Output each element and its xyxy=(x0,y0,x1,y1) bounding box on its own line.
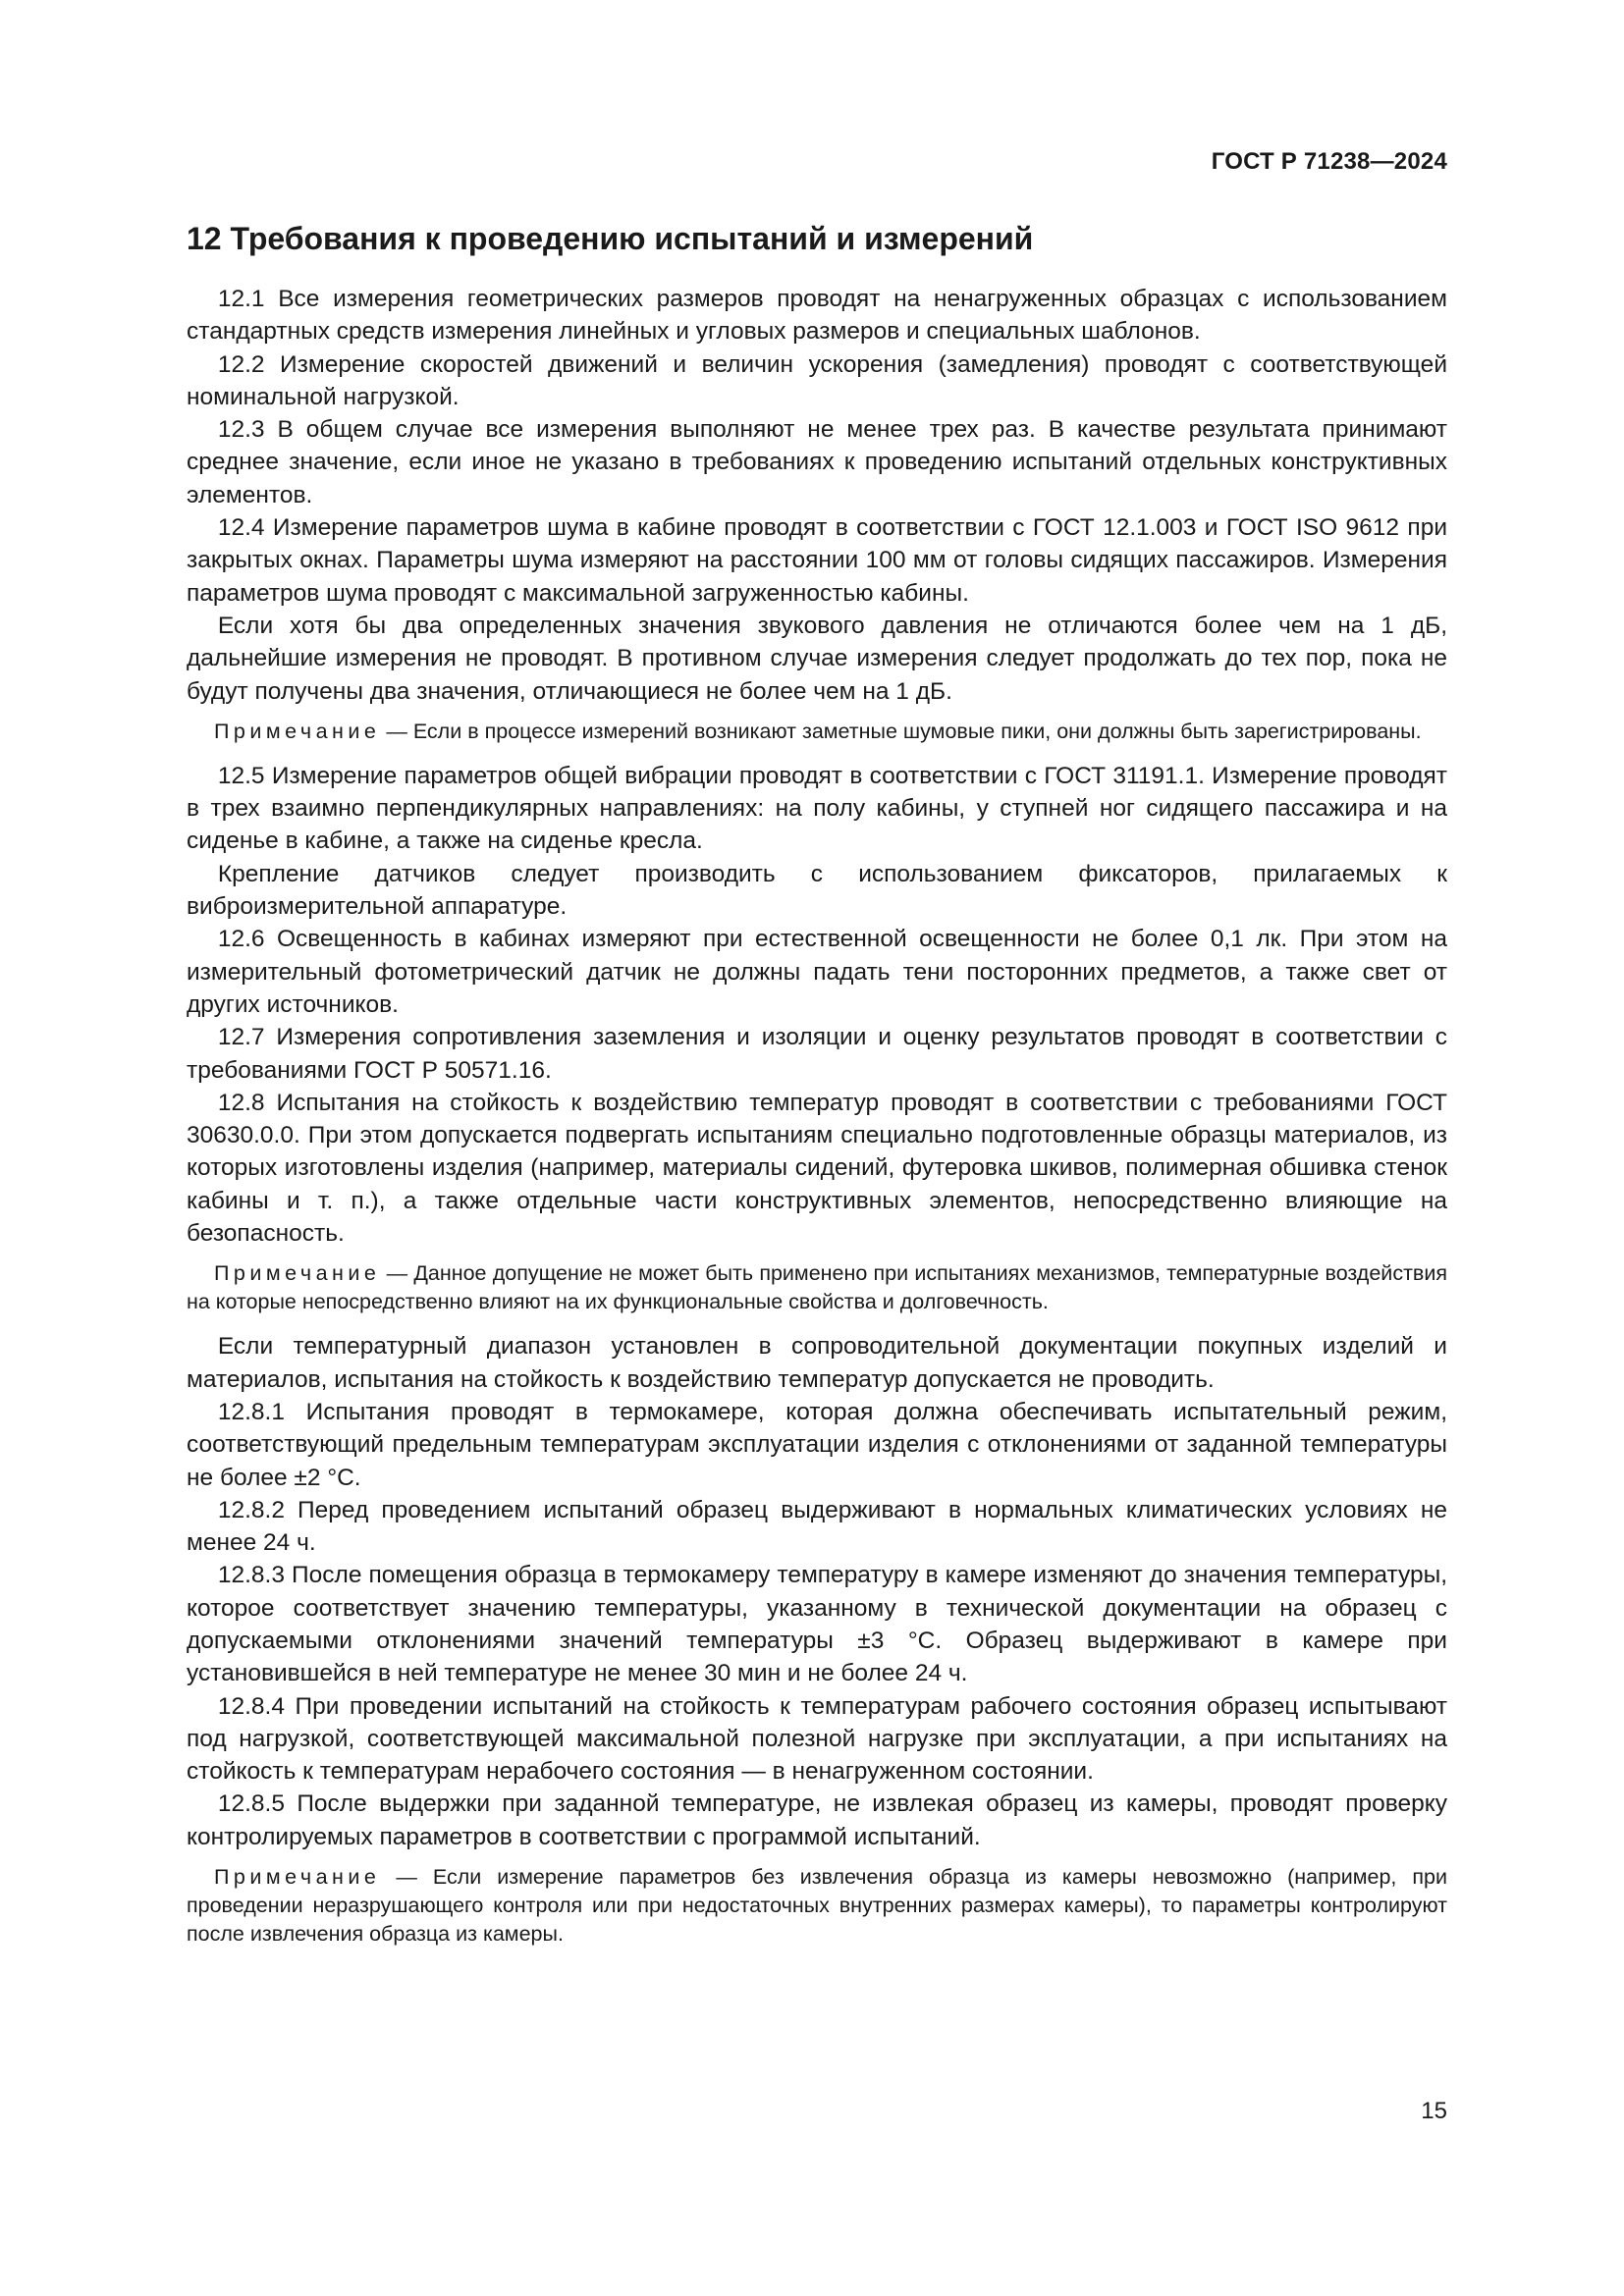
paragraph-12-1: 12.1 Все измерения геометрических размеров проводят на ненагруженных образцах с использованием стандартных средств измерения линейных и угловых размеров и специальных шаблонов. xyxy=(187,286,1447,346)
paragraph-12-3: 12.3 В общем случае все измерения выполняют не менее трех раз. В качестве результата принимают среднее значение, если иное не указано в требованиях к проведению испытаний отдельных конструктивных элементов. xyxy=(187,416,1447,508)
paragraph-12-5: 12.5 Измерение параметров общей вибрации проводят в соответствии с ГОСТ 31191.1. Измерение проводят в трех взаимно перпендикулярных направлениях: на полу кабины, у ступней ног сидящего пассажира и на сиденье в кабине, а также на сиденье кресла. xyxy=(187,762,1447,855)
note-2 xyxy=(187,1259,1447,1316)
paragraph-12-8: 12.8 Испытания на стойкость к воздействию температур проводят в соответствии с требованиями ГОСТ 30630.0.0. При этом допускается подвергать испытаниям специально подготовленные образцы материалов, из которых изготовлены изделия (например, материалы сидений, футеровка шкивов, полимерная обшивка стенок кабины и т. п.), а также отдельные части конструктивных элементов, непосредственно влияющие на безопасность. xyxy=(187,1089,1447,1248)
note-label: Примечание xyxy=(213,1865,381,1890)
section-heading: 12 Требования к проведению испытаний и измерений xyxy=(187,221,1034,256)
paragraph-12-7: 12.7 Измерения сопротивления заземления и изоляции и оценку результатов проводят в соответствии с требованиями ГОСТ Р 50571.16. xyxy=(187,1024,1447,1084)
note-1-text: — Если в процессе измерений возникают заметные шумовые пики, они должны быть зарегистрированы. xyxy=(380,719,1422,743)
paragraph-12-6: 12.6 Освещенность в кабинах измеряют при естественной освещенности не более 0,1 лк. При этом на измерительный фотометрический датчик не должны падать тени посторонних предметов, а также свет от других источников. xyxy=(187,926,1447,1018)
paragraph-12-5-continued: Крепление датчиков следует производить с использованием фиксаторов, прилагаемых к виброизмерительной аппаратуре. xyxy=(187,860,1447,921)
document-code: ГОСТ Р 71238—2024 xyxy=(1211,148,1447,175)
page-number: 15 xyxy=(1421,2098,1447,2124)
note-3 xyxy=(187,1863,1447,1949)
note-label: Примечание xyxy=(213,719,381,743)
paragraph-12-8-continued: Если температурный диапазон установлен в сопроводительной документации покупных изделий и материалов, испытания на стойкость к воздействию температур допускается не проводить. xyxy=(187,1333,1447,1393)
document-body xyxy=(187,218,1447,1962)
paragraph-12-8-4: 12.8.4 При проведении испытаний на стойкость к температурам рабочего состояния образец испытывают под нагрузкой, соответствующей максимальной полезной нагрузке при эксплуатации, а при испытаниях на стойкость к температурам нерабочего состояния — в ненагруженном состоянии. xyxy=(187,1692,1447,1786)
paragraph-12-8-5: 12.8.5 После выдержки при заданной температуре, не извлекая образец из камеры, проводят проверку контролируемых параметров в соответствии с программой испытаний. xyxy=(187,1790,1447,1850)
paragraph-12-8-2: 12.8.2 Перед проведением испытаний образец выдерживают в нормальных климатических условиях не менее 24 ч. xyxy=(187,1496,1447,1557)
paragraph-12-4-continued: Если хотя бы два определенных значения звукового давления не отличаются более чем на 1 дБ, дальнейшие измерения не проводят. В противном случае измерения следует продолжать до тех пор, пока не будут получены два значения, отличающиеся не более чем на 1 дБ. xyxy=(187,612,1447,705)
paragraph-12-4: 12.4 Измерение параметров шума в кабине проводят в соответствии с ГОСТ 12.1.003 и ГОСТ ISO 9612 при закрытых окнах. Параметры шума измеряют на расстоянии 100 мм от головы сидящих пассажиров. Измерения параметров шума проводят с максимальной загруженностью кабины. xyxy=(187,514,1447,607)
note-label: Примечание xyxy=(213,1261,381,1286)
note-3-text: — Если измерение параметров без извлечения образца из камеры невозможно (например, при проведении неразрушающего контроля или при недостаточных внутренних размерах камеры), то параметры контролируют после извлечения образца из камеры. xyxy=(187,1865,1447,1947)
note-2-text: — Данное допущение не может быть применено при испытаниях механизмов, температурные воздействия на которые непосредственно влияют на их функциональные свойства и долговечность. xyxy=(187,1261,1447,1314)
paragraph-12-8-3: 12.8.3 После помещения образца в термокамеру температуру в камере изменяют до значения температуры, которое соответствует значению температуры, указанному в технической документации на образец с допускаемыми отклонениями значений температуры ±3 °С. Образец выдерживают в камере при установившейся в ней температуре не менее 30 мин и не более 24 ч. xyxy=(187,1562,1447,1687)
paragraph-12-2: 12.2 Измерение скоростей движений и величин ускорения (замедления) проводят с соответствующей номинальной нагрузкой. xyxy=(187,350,1447,410)
paragraph-12-8-1: 12.8.1 Испытания проводят в термокамере, которая должна обеспечивать испытательный режим, соответствующий предельным температурам эксплуатации изделия с отклонениями от заданной температуры не более ±2 °С. xyxy=(187,1398,1447,1491)
note-1 xyxy=(187,718,1447,746)
